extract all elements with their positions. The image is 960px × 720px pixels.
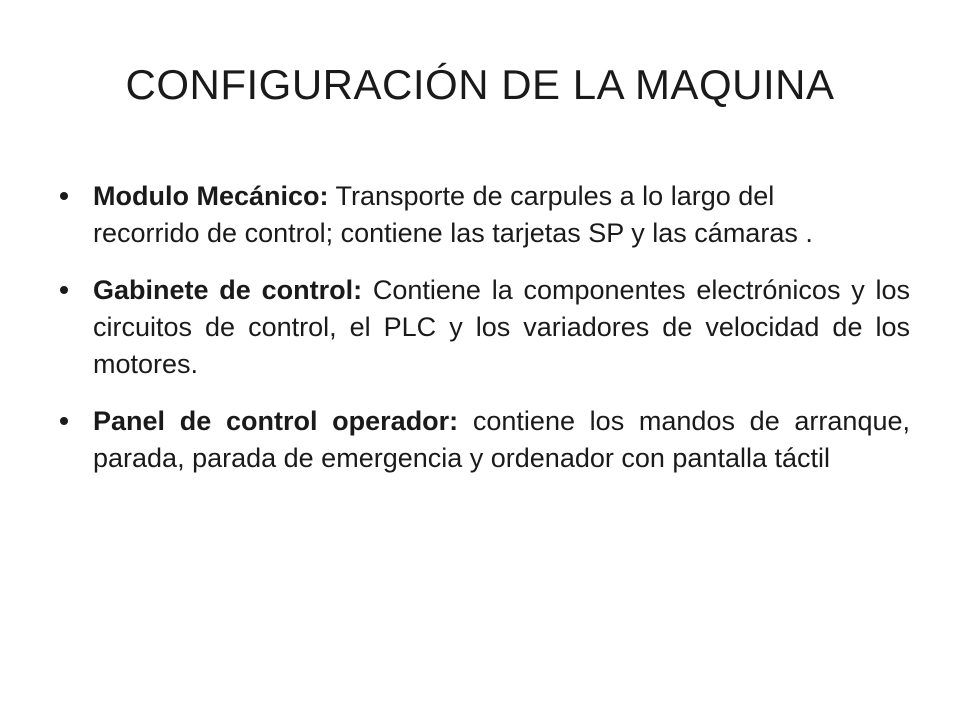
slide-title: CONFIGURACIÓN DE LA MAQUINA (125, 61, 835, 108)
bullet-text: Transporte de carpules a lo largo del recorrido de control; contiene las tarjetas SP y las cámaras . (93, 181, 813, 248)
bullet-text: Contiene la componentes electrónicos y los circuitos de control, el PLC y los variadores de velocidad de los motores. (93, 275, 910, 379)
bullet-list (60, 178, 910, 497)
bullet-term: Panel de control operador: (93, 406, 459, 436)
bullet-term: Modulo Mecánico: (93, 181, 329, 211)
bullet-dot-icon (60, 286, 68, 294)
bullet-item-panel-de-control (60, 403, 910, 477)
bullet-term: Gabinete de control: (93, 275, 363, 305)
bullet-dot-icon (60, 192, 68, 200)
bullet-text: contiene los mandos de arranque, parada, parada de emergencia y ordenador con pantalla táctil (93, 406, 910, 473)
bullet-item-gabinete-de-control (60, 272, 910, 383)
bullet-dot-icon (60, 417, 68, 425)
bullet-item-modulo-mecanico (60, 178, 863, 252)
